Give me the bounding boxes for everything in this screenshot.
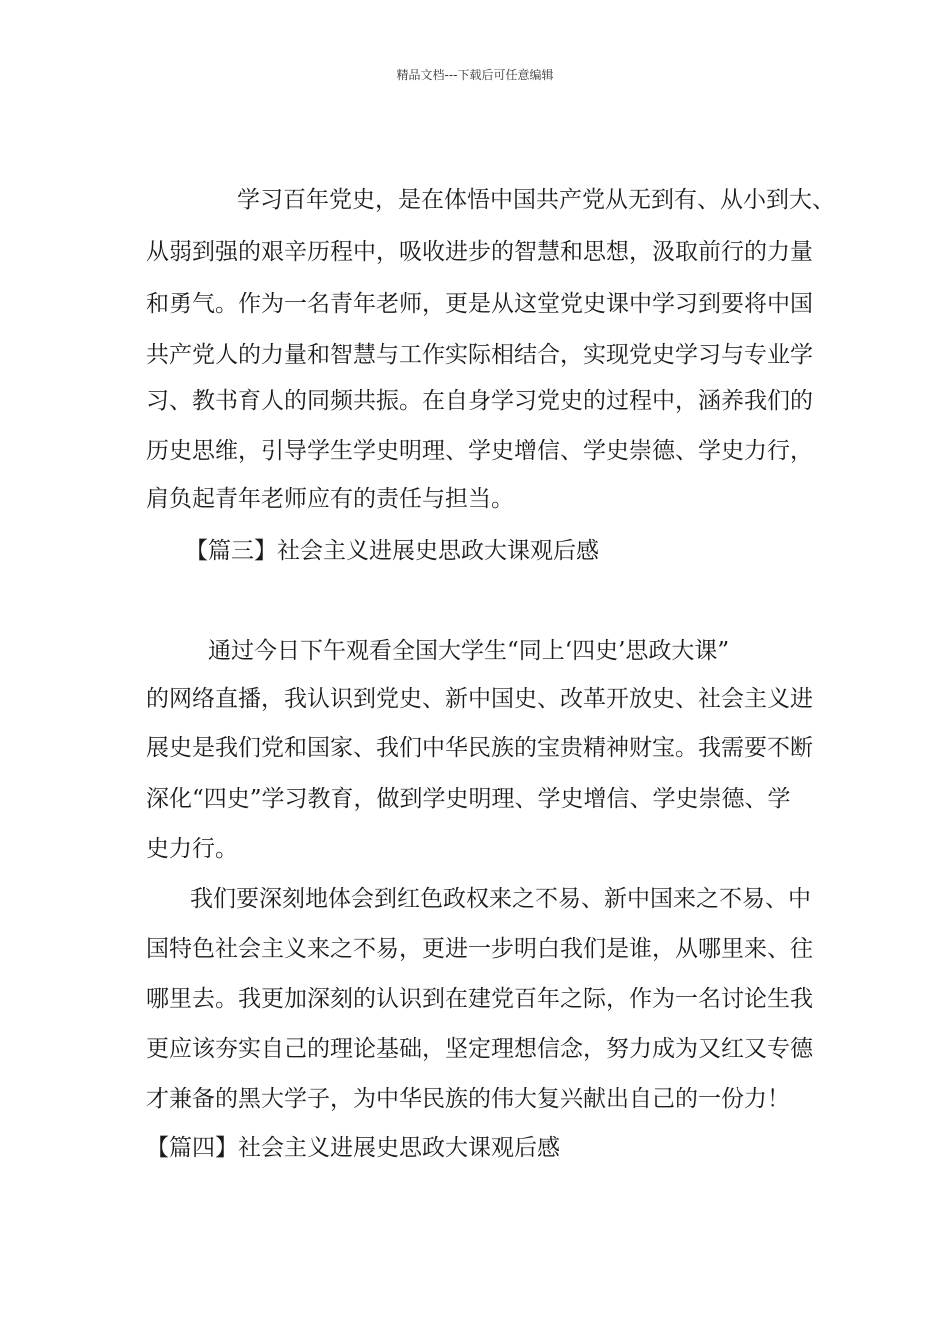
paragraph-line: 深化“四史”学习教育，做到学史明理、学史增信、学史崇德、学 (146, 786, 791, 812)
paragraph-line: 哪里去。我更加深刻的认识到在建党百年之际，作为一名讨论生我 (146, 986, 813, 1012)
page-header: 精品文档---下载后可任意编辑 (396, 68, 554, 82)
paragraph-line: 展史是我们党和国家、我们中华民族的宝贵精神财宝。我需要不断 (146, 735, 813, 761)
paragraph-line: 习、教书育人的同频共振。在自身学习党史的过程中，涵养我们的 (146, 388, 813, 414)
paragraph-line: 才兼备的黑大学子，为中华民族的伟大复兴献出自己的一份力！ (146, 1086, 790, 1112)
paragraph-line: 和勇气。作为一名青年老师，更是从这堂党史课中学习到要将中国 (146, 291, 813, 317)
paragraph-line: 肩负起青年老师应有的责任与担当。 (146, 486, 514, 512)
paragraph-line: 国特色社会主义来之不易，更进一步明白我们是谁，从哪里来、往 (146, 936, 813, 962)
paragraph-line: 共产党人的力量和智慧与工作实际相结合，实现党史学习与专业学 (146, 342, 813, 368)
paragraph-line: 的网络直播，我认识到党史、新中国史、改革开放史、社会主义进 (146, 686, 813, 712)
paragraph-line: 从弱到强的艰辛历程中，吸收进步的智慧和思想，汲取前行的力量 (146, 239, 813, 265)
section-heading: 【篇四】社会主义进展史思政大课观后感 (146, 1135, 560, 1161)
paragraph-line: 更应该夯实自己的理论基础，坚定理想信念，努力成为又红又专德 (146, 1036, 813, 1062)
paragraph-line: 学习百年党史，是在体悟中国共产党从无到有、从小到大、 (237, 187, 835, 213)
section-heading: 【篇三】社会主义进展史思政大课观后感 (185, 538, 599, 564)
paragraph-line: 史力行。 (146, 836, 238, 862)
paragraph-line: 我们要深刻地体会到红色政权来之不易、新中国来之不易、中 (190, 886, 811, 912)
paragraph-line: 历史思维，引导学生学史明理、学史增信、学史崇德、学史力行， (146, 438, 813, 464)
paragraph-line: 通过今日下午观看全国大学生“同上‘四史’思政大课” (208, 638, 730, 664)
